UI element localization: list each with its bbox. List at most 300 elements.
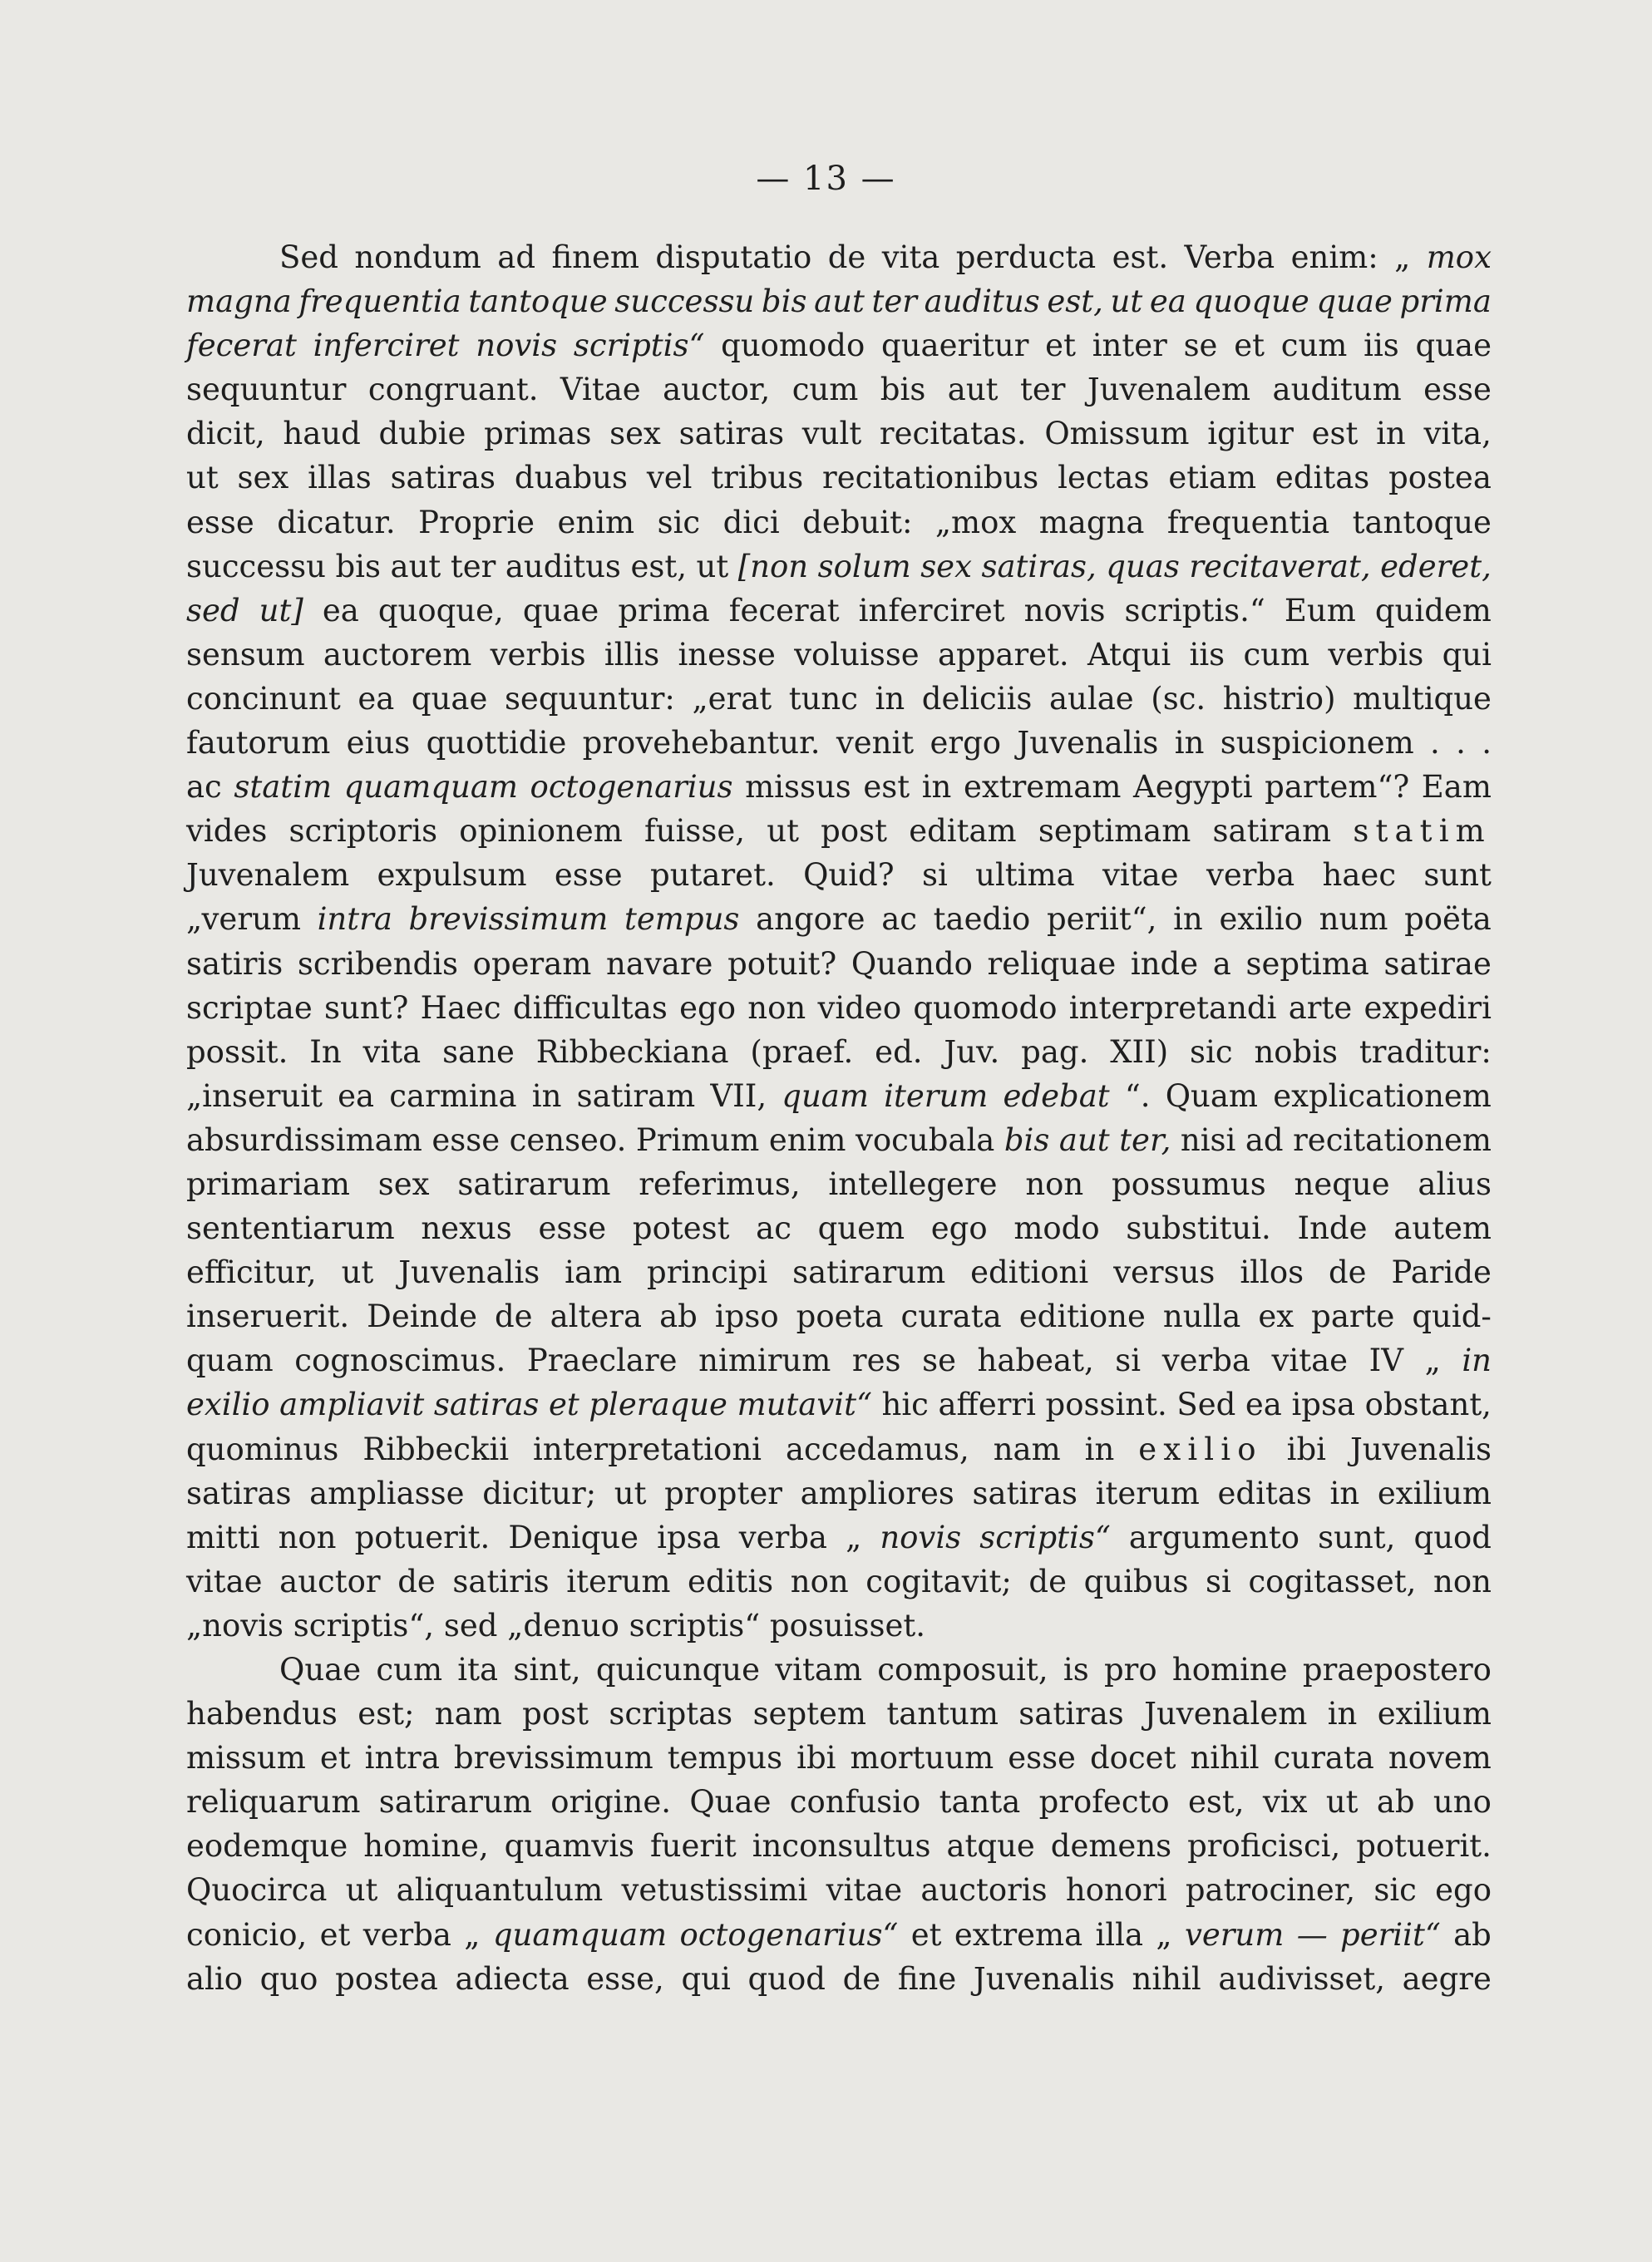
text-line [186, 1250, 1492, 1294]
word: ultima [975, 857, 1075, 894]
word: tempus [667, 1740, 783, 1777]
word: de [827, 239, 866, 275]
word: Sed [279, 239, 338, 275]
word: tantoque [468, 283, 608, 320]
word: argumento [1128, 1519, 1300, 1555]
word: pag. [1021, 1033, 1089, 1070]
word: sex [237, 460, 289, 496]
word: vetustissimi [621, 1872, 808, 1909]
text-line [186, 809, 1492, 853]
word: verum [1184, 1916, 1285, 1953]
word: satiris [452, 1563, 550, 1599]
text-line [186, 279, 1492, 323]
word: qui [681, 1960, 731, 1997]
word: vita [881, 239, 940, 275]
word: est, [1188, 1784, 1245, 1821]
word: in [1174, 725, 1205, 761]
word: eodemque [186, 1828, 348, 1865]
word: in [1327, 1696, 1358, 1732]
word: quid- [1412, 1299, 1492, 1335]
word: vitae [1271, 1343, 1349, 1379]
word: auctorem [323, 636, 472, 673]
word: mitti [186, 1519, 260, 1555]
word: „ [464, 1916, 481, 1953]
text-line [186, 1957, 1492, 2001]
word: duabus [514, 460, 628, 496]
word: homine [1171, 1652, 1288, 1688]
word: satiram [1212, 813, 1332, 850]
word: satirarum [378, 1784, 532, 1821]
word: magna [186, 283, 292, 320]
text-line [186, 721, 1492, 765]
word: satiris [186, 945, 284, 982]
word: dicatur. [277, 504, 396, 540]
word: si [921, 857, 948, 894]
word: aut [947, 372, 999, 408]
word: quoque [1193, 283, 1309, 320]
word: qui [1442, 636, 1492, 673]
word: ita [457, 1652, 499, 1688]
word: aut [390, 548, 441, 584]
word: aut [1058, 1121, 1110, 1158]
word: in [1462, 1343, 1492, 1379]
word: editis [688, 1563, 774, 1599]
body-text [186, 235, 1492, 2001]
word: si [1206, 1563, 1231, 1599]
word: (praef. [750, 1033, 854, 1070]
word: non [1433, 1563, 1492, 1599]
word: quo [259, 1960, 318, 1997]
word: sex [920, 548, 972, 584]
word: ut [1110, 283, 1143, 320]
word: auctoris [920, 1872, 1048, 1909]
word: Aegypti [1133, 769, 1253, 806]
word: ut [614, 1475, 647, 1511]
word: confusio [789, 1784, 921, 1821]
word: modo [1013, 1210, 1100, 1247]
word: iterum [884, 1077, 989, 1114]
word: possint. [1045, 1387, 1167, 1423]
word: tempus [624, 901, 740, 938]
word: intellegere [828, 1165, 998, 1202]
word: et [548, 1387, 579, 1423]
word: brevissimum [408, 901, 609, 938]
word: . [1456, 725, 1466, 761]
word: IV [1368, 1343, 1403, 1379]
word: ut [341, 1254, 374, 1291]
word: esse [554, 857, 623, 894]
word: Vitae [560, 372, 641, 408]
word: fine [897, 1960, 957, 1997]
word: Juvenalem [186, 857, 350, 894]
word: expulsum [377, 857, 527, 894]
word: provehebantur. [582, 725, 821, 761]
word: quas [1106, 548, 1180, 584]
word: post [522, 1696, 589, 1732]
word: pleraque [589, 1387, 727, 1423]
word: apparet. [937, 636, 1069, 673]
word: cogitavit; [865, 1563, 1012, 1599]
word: bis [335, 548, 382, 584]
word: satiras, [981, 548, 1097, 584]
word: vitam [775, 1652, 863, 1688]
word: nexus [421, 1210, 512, 1247]
word: propter [664, 1475, 782, 1511]
word: referimus, [639, 1165, 801, 1202]
word: quoque, [377, 592, 504, 628]
word: scriptoris [288, 813, 438, 850]
word: traditur: [1359, 1033, 1492, 1070]
word: ter [1019, 372, 1066, 408]
word: quidem [1374, 592, 1492, 628]
word: quam [186, 1343, 274, 1379]
word: tanta [939, 1784, 1021, 1821]
text-line [186, 545, 1492, 589]
word: iam [565, 1254, 623, 1291]
word: explicationem [1273, 1077, 1492, 1114]
text-line [186, 986, 1492, 1030]
word: altera [550, 1299, 643, 1335]
word: vult [801, 416, 862, 452]
word: quomodo [913, 989, 1058, 1026]
word: nihil [1132, 1960, 1201, 1997]
word: recitatas. [879, 416, 1027, 452]
word: in [531, 1077, 562, 1114]
word: ergo [930, 725, 1002, 761]
word: „ [846, 1519, 862, 1555]
text-line [186, 456, 1492, 500]
word: Quae [689, 1784, 772, 1821]
word: scriptis“, [293, 1607, 435, 1644]
word: composuit, [877, 1652, 1048, 1688]
word: ego [679, 989, 736, 1026]
word: ut] [259, 592, 303, 628]
word: efficitur, [186, 1254, 317, 1291]
word: in [1173, 901, 1203, 938]
word: ut [186, 460, 219, 496]
word: ter [871, 283, 917, 320]
word-space [284, 1604, 293, 1648]
word: et [910, 1916, 942, 1953]
word: honori [1065, 1872, 1167, 1909]
word: est [863, 769, 910, 806]
word: nulla [1162, 1299, 1241, 1335]
word: scriptae [186, 989, 313, 1026]
word: igitur [1207, 416, 1294, 452]
word: primariam [186, 1165, 351, 1202]
word: homine, [363, 1828, 489, 1865]
word: habeat, [977, 1343, 1094, 1379]
word: Quam [1165, 1077, 1259, 1114]
word: Primum [635, 1121, 760, 1158]
word: vides [186, 813, 268, 850]
word: in [1084, 1431, 1115, 1467]
text-line [186, 1604, 1492, 1648]
word: taedio [933, 901, 1031, 938]
word: finem [551, 239, 639, 275]
word: deliciis [921, 680, 1033, 717]
text-line [186, 589, 1492, 633]
word: nisi [1180, 1121, 1236, 1158]
word: si [1115, 1343, 1142, 1379]
word: inferciret [313, 328, 460, 364]
word: aulae [1049, 680, 1134, 717]
word: nimirum [698, 1343, 831, 1379]
text-line [186, 367, 1492, 411]
word: ibi [796, 1740, 836, 1777]
word: principi [647, 1254, 768, 1291]
word: poeta [796, 1299, 884, 1335]
word: Juvenalis [1349, 1431, 1492, 1467]
word: post [821, 813, 887, 850]
word: ampliavit [279, 1387, 425, 1423]
word: iis [1364, 328, 1399, 364]
word: ac [186, 769, 222, 806]
word: vix [1262, 1784, 1308, 1821]
word: ac [881, 901, 917, 938]
word: „novis [186, 1607, 284, 1644]
word: censeo. [509, 1121, 627, 1158]
word: scriptis.“ [1124, 592, 1265, 628]
word: esse [538, 1210, 607, 1247]
word: novem [1388, 1740, 1492, 1777]
text-line [186, 1913, 1492, 1957]
word: de [1329, 1254, 1367, 1291]
word: alius [1418, 1165, 1492, 1202]
word: satiras [678, 416, 785, 452]
word: partem“? [1265, 769, 1410, 806]
word: octogenarius [530, 769, 733, 806]
word: sed [443, 1607, 498, 1644]
word: novis [476, 328, 558, 364]
word: potuerit. [354, 1519, 491, 1555]
word: septimam [1038, 813, 1191, 850]
word: dubie [378, 416, 466, 452]
word: ut [345, 1872, 378, 1909]
word: sic [1190, 1033, 1233, 1070]
word: Deinde [367, 1299, 477, 1335]
word: exilium [1377, 1475, 1492, 1511]
word: accedamus, [785, 1431, 969, 1467]
word: haec [1322, 857, 1397, 894]
word: poëta [1404, 901, 1492, 938]
text-line [186, 1780, 1492, 1824]
word: potuerit. [1356, 1828, 1492, 1865]
page-number: — 13 — [756, 160, 896, 198]
word: mox [1426, 239, 1492, 275]
word: cum [376, 1652, 443, 1688]
word: Eam [1421, 769, 1492, 806]
word: haud [283, 416, 361, 452]
word: se [1183, 328, 1218, 364]
word: possumus [1112, 1165, 1266, 1202]
word: verbis [490, 636, 586, 673]
word: novis [880, 1519, 962, 1555]
word: ea [322, 592, 359, 628]
word: iterum [566, 1563, 671, 1599]
word: magna [1038, 504, 1145, 540]
word: debuit: [802, 504, 913, 540]
word: Atqui [1087, 636, 1171, 673]
word: ut [1325, 1784, 1359, 1821]
text-line [186, 1868, 1492, 1912]
word: fuisse, [644, 813, 746, 850]
word: esse [186, 504, 254, 540]
word: Sed [1176, 1387, 1236, 1423]
word: aut [814, 283, 865, 320]
word: quam [782, 1077, 869, 1114]
text-line [186, 1648, 1492, 1692]
word: „verum [186, 901, 301, 938]
word: (sc. [1151, 680, 1206, 717]
text-line [186, 1162, 1492, 1206]
word: quibus [1083, 1563, 1189, 1599]
word: exilio [1219, 901, 1303, 938]
word: de [842, 1960, 881, 1997]
word: satiras [972, 1475, 1078, 1511]
word: Quocirca [186, 1872, 328, 1909]
word: ipso [714, 1299, 779, 1335]
word: mortuum [850, 1740, 994, 1777]
word: Haec [420, 989, 501, 1026]
word: operam [472, 945, 592, 982]
word: editam [909, 813, 1017, 850]
word: putaret. [650, 857, 776, 894]
word: [non [737, 548, 809, 584]
word: cum [1243, 636, 1310, 673]
word: ego [930, 1210, 988, 1247]
text-line [186, 897, 1492, 941]
word: in [921, 769, 952, 806]
word: ipsa [657, 1519, 721, 1555]
word: Juv. [944, 1033, 1000, 1070]
word: sunt, [1318, 1519, 1396, 1555]
word: „ [1424, 1343, 1441, 1379]
word: octogenarius“ [679, 1916, 899, 1953]
word: sint, [513, 1652, 581, 1688]
word: quod [1413, 1519, 1492, 1555]
word: iis [1189, 636, 1225, 673]
word: praepostero [1302, 1652, 1492, 1688]
word: auditus [505, 548, 621, 584]
word: ex [1258, 1299, 1294, 1335]
word: sic [657, 504, 701, 540]
word: tantum [886, 1696, 999, 1732]
word: curata [1273, 1740, 1374, 1777]
word: potuit? [727, 945, 837, 982]
word: verba [362, 1916, 451, 1953]
word: brevissimum [453, 1740, 653, 1777]
word: verba [1206, 857, 1295, 894]
word: ipsa [1291, 1387, 1356, 1423]
word: cum [1280, 328, 1348, 364]
text-line [186, 1206, 1492, 1250]
word: sex [377, 1165, 430, 1202]
word: quod [747, 1960, 826, 1997]
word: frequentia [298, 283, 461, 320]
word: vita [362, 1033, 422, 1070]
word: inconsultus [752, 1828, 931, 1865]
word: Inde [1297, 1210, 1368, 1247]
word: enim: [1290, 239, 1378, 275]
word: vel [646, 460, 693, 496]
word: novis [1023, 592, 1106, 628]
word: mutavit“ [737, 1387, 872, 1423]
word: fecerat [728, 592, 840, 628]
word: Omissum [1044, 416, 1190, 452]
word: ampliasse [309, 1475, 465, 1511]
word: illis [604, 636, 660, 673]
word: non [278, 1519, 337, 1555]
word: „ [1394, 239, 1411, 275]
word: inferciret [858, 592, 1005, 628]
word: enim [557, 504, 635, 540]
word: scriptis“ [629, 1607, 761, 1644]
text-line [186, 942, 1492, 986]
word-space [760, 1604, 770, 1648]
word: Quid? [803, 857, 895, 894]
word: vitae [186, 1563, 263, 1599]
word: esse, [586, 1960, 664, 1997]
word: „mox [934, 504, 1017, 540]
word: possit. [186, 1033, 288, 1070]
word: inseruerit. [186, 1299, 350, 1335]
text-line [186, 1471, 1492, 1515]
word: is [1063, 1652, 1089, 1688]
text-line [186, 500, 1492, 545]
word: Denique [508, 1519, 639, 1555]
word: successu [186, 548, 326, 584]
word: adiecta [455, 1960, 570, 1997]
word: et [1045, 328, 1076, 364]
word: patrociner, [1185, 1872, 1356, 1909]
word: de [1028, 1563, 1067, 1599]
word: a [1212, 945, 1231, 982]
word: aliquantulum [396, 1872, 604, 1909]
word: „erat [692, 680, 772, 717]
word: Quando [851, 945, 973, 982]
word: dicit, [186, 416, 265, 452]
word: ibi [1286, 1431, 1326, 1467]
word: concinunt [186, 680, 341, 717]
word: est, [1047, 283, 1103, 320]
word: iterum [1095, 1475, 1200, 1511]
word: est, [630, 548, 687, 584]
word: ea [338, 1077, 375, 1114]
word: sequuntur [186, 372, 347, 408]
word: auctor, [663, 372, 771, 408]
word: tunc [788, 680, 858, 717]
text-line [186, 1074, 1492, 1118]
word: verbis [1328, 636, 1424, 673]
word: editioni [970, 1254, 1089, 1291]
word: se [922, 1343, 956, 1379]
word: Juvenalis [398, 1254, 540, 1291]
word: vita, [1423, 416, 1492, 452]
word: in [1376, 416, 1406, 452]
word: satirae [1383, 945, 1492, 982]
word: VII, [710, 1077, 767, 1114]
text-line [186, 1692, 1492, 1736]
word: quamquam [343, 769, 518, 806]
word: curata [900, 1299, 1002, 1335]
word: prima [1399, 283, 1492, 320]
text-line [186, 853, 1492, 897]
word: inde [1130, 945, 1199, 982]
word: sane [442, 1033, 515, 1070]
word: „inseruit [186, 1077, 323, 1114]
word: satirarum [792, 1254, 946, 1291]
